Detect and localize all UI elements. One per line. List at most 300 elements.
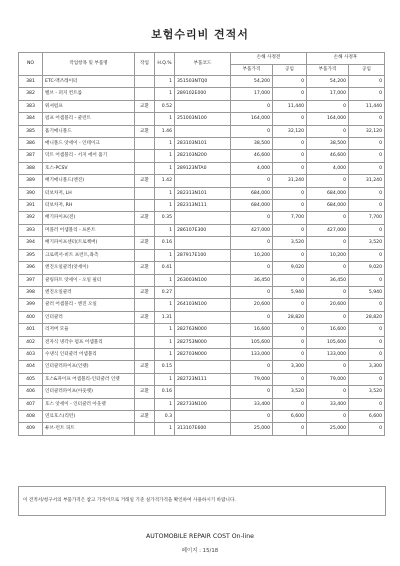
row-hq: 1 xyxy=(155,336,175,348)
row-item-name: 배기파이프센터(트로첵버) xyxy=(43,237,135,249)
page-number: 페이지 : 15/18 xyxy=(181,548,219,554)
row-work xyxy=(135,162,155,174)
row-item-name: 전자식 냉각수 펌프 어셈블리 xyxy=(43,336,135,348)
row-part-price-after: 684,000 xyxy=(307,187,349,199)
row-part-price-after: 105,600 xyxy=(307,336,349,348)
table-row xyxy=(19,286,385,298)
row-part-price-after: 0 xyxy=(307,237,349,249)
row-hq: 1.46 xyxy=(155,125,175,137)
row-part-price-after: 20,600 xyxy=(307,299,349,311)
row-part-price-before: 46,600 xyxy=(231,150,273,162)
row-part-code: 282703N000 xyxy=(175,348,231,360)
header-item: 작업항목 및 부품명 xyxy=(43,53,135,76)
row-part-code: 287917E100 xyxy=(175,249,231,261)
row-part-code xyxy=(175,100,231,112)
row-item-name: 터보차저, LH xyxy=(43,187,135,199)
row-part-price-before: 0 xyxy=(231,212,273,224)
row-item-name: 덕트 어셈블리 - 서지 에어 흡기 xyxy=(43,150,135,162)
row-part-price-before: 0 xyxy=(231,361,273,373)
row-labor-after: 0 xyxy=(349,138,385,150)
row-part-price-after: 33,400 xyxy=(307,398,349,410)
row-part-code: 283103N101 xyxy=(175,138,231,150)
row-no: 382 xyxy=(19,88,43,100)
row-part-price-before: 20,600 xyxy=(231,299,273,311)
row-hq: 1 xyxy=(155,113,175,125)
row-part-code: 286107E300 xyxy=(175,224,231,236)
row-part-price-before: 0 xyxy=(231,237,273,249)
row-labor-before: 0 xyxy=(273,348,307,360)
row-labor-before: 7,700 xyxy=(273,212,307,224)
table-row xyxy=(19,200,385,212)
table-row xyxy=(19,113,385,125)
row-item-name: 리저버 모듈 xyxy=(43,324,135,336)
row-part-code: 282733N100 xyxy=(175,398,231,410)
row-part-code: 251003N100 xyxy=(175,113,231,125)
row-part-price-before: 0 xyxy=(231,262,273,274)
row-part-price-after: 0 xyxy=(307,175,349,187)
row-no: 384 xyxy=(19,113,43,125)
row-labor-after: 0 xyxy=(349,224,385,236)
row-hq: 1 xyxy=(155,138,175,150)
row-work: 교환 xyxy=(135,311,155,323)
row-labor-after: 0 xyxy=(349,113,385,125)
row-part-code: 289102E000 xyxy=(175,88,231,100)
row-part-price-after: 38,500 xyxy=(307,138,349,150)
row-part-price-after: 133,000 xyxy=(307,348,349,360)
row-part-price-after: 0 xyxy=(307,386,349,398)
row-work xyxy=(135,423,155,435)
row-hq: 0.27 xyxy=(155,286,175,298)
row-labor-before: 0 xyxy=(273,187,307,199)
row-hq: 0.15 xyxy=(155,361,175,373)
row-labor-after: 0 xyxy=(349,249,385,261)
row-no: 381 xyxy=(19,76,43,88)
row-hq: 1 xyxy=(155,224,175,236)
row-hq: 1.42 xyxy=(155,175,175,187)
row-labor-before: 6,600 xyxy=(273,410,307,422)
row-part-code xyxy=(175,175,231,187)
row-labor-before: 0 xyxy=(273,162,307,174)
row-part-code: 289123NTA0 xyxy=(175,162,231,174)
row-part-code xyxy=(175,237,231,249)
row-part-price-before: 0 xyxy=(231,125,273,137)
row-part-price-before: 105,600 xyxy=(231,336,273,348)
row-part-price-after: 684,000 xyxy=(307,200,349,212)
row-no: 389 xyxy=(19,175,43,187)
row-part-price-after: 46,600 xyxy=(307,150,349,162)
disclaimer-note: 이 견적서/청구서의 부품가격은 참고 가격이므로 거래일 기준 실가격가격을 확인하여 사용하시기 바랍니다. xyxy=(18,486,386,516)
table-row xyxy=(19,423,385,435)
row-item-name: 흡기매니폴드 xyxy=(43,125,135,137)
row-no: 409 xyxy=(19,423,43,435)
header-no: NO xyxy=(19,53,43,76)
row-part-price-before: 33,400 xyxy=(231,398,273,410)
row-work: 교환 xyxy=(135,410,155,422)
row-item-name: 쿨링파트 앗세이 - 오일 필터 xyxy=(43,274,135,286)
row-labor-after: 6,600 xyxy=(349,410,385,422)
header-work: 작업 xyxy=(135,53,155,76)
table-row xyxy=(19,299,385,311)
row-work xyxy=(135,324,155,336)
row-hq: 1 xyxy=(155,162,175,174)
row-part-price-after: 36,450 xyxy=(307,274,349,286)
row-no: 404 xyxy=(19,361,43,373)
header-part-code: 부품코드 xyxy=(175,53,231,76)
row-labor-before: 0 xyxy=(273,299,307,311)
row-part-price-before: 0 xyxy=(231,311,273,323)
table-body xyxy=(19,76,385,436)
table-row xyxy=(19,100,385,112)
row-labor-before: 0 xyxy=(273,113,307,125)
row-item-name: 호스&파이프 어셈블리-인터쿨러 인렛 xyxy=(43,373,135,385)
row-labor-before: 0 xyxy=(273,224,307,236)
row-part-code: 282753N000 xyxy=(175,336,231,348)
row-part-price-before: 684,000 xyxy=(231,200,273,212)
row-labor-before: 0 xyxy=(273,88,307,100)
row-work xyxy=(135,348,155,360)
row-no: 385 xyxy=(19,125,43,137)
row-no: 406 xyxy=(19,386,43,398)
row-no: 396 xyxy=(19,262,43,274)
footer-brand: AUTOMOBILE REPAIR COST On-line xyxy=(146,533,254,540)
row-item-name: 호스-PCSV xyxy=(43,162,135,174)
row-hq: 0.41 xyxy=(155,262,175,274)
table-row xyxy=(19,274,385,286)
row-item-name: 머플러 어셈블리 - 프론트 xyxy=(43,224,135,236)
row-part-code: 264103N100 xyxy=(175,299,231,311)
row-item-name: 벨브 - 퍼지 컨트롤 xyxy=(43,88,135,100)
row-work xyxy=(135,249,155,261)
row-item-name: 크로펙서-비트 프런트,좌측 xyxy=(43,249,135,261)
row-part-code xyxy=(175,386,231,398)
row-labor-after: 0 xyxy=(349,274,385,286)
row-hq: 1.31 xyxy=(155,311,175,323)
row-work: 교환 xyxy=(135,361,155,373)
row-labor-before: 0 xyxy=(273,200,307,212)
row-part-price-before: 133,000 xyxy=(231,348,273,360)
row-labor-before: 32,120 xyxy=(273,125,307,137)
row-part-code: 313107E600 xyxy=(175,423,231,435)
row-hq: 1 xyxy=(155,348,175,360)
row-hq: 1 xyxy=(155,299,175,311)
row-part-code xyxy=(175,212,231,224)
row-labor-after: 0 xyxy=(349,348,385,360)
row-item-name: 엔진오일쿨러(앗세이) xyxy=(43,262,135,274)
row-work xyxy=(135,274,155,286)
row-work: 교환 xyxy=(135,212,155,224)
table-row xyxy=(19,88,385,100)
row-part-price-before: 36,450 xyxy=(231,274,273,286)
row-labor-before: 0 xyxy=(273,336,307,348)
row-no: 407 xyxy=(19,398,43,410)
row-hq: 1 xyxy=(155,423,175,435)
row-hq: 1 xyxy=(155,373,175,385)
row-no: 383 xyxy=(19,100,43,112)
row-part-code xyxy=(175,262,231,274)
row-labor-after: 0 xyxy=(349,373,385,385)
row-labor-after: 0 xyxy=(349,162,385,174)
estimate-table xyxy=(18,52,385,436)
row-labor-before: 0 xyxy=(273,324,307,336)
header-before-assessment: 손해 사정전 xyxy=(231,53,307,65)
row-no: 400 xyxy=(19,311,43,323)
row-labor-after: 9,020 xyxy=(349,262,385,274)
table-row xyxy=(19,76,385,88)
row-part-code xyxy=(175,361,231,373)
row-hq: 0.16 xyxy=(155,237,175,249)
row-hq: 1 xyxy=(155,398,175,410)
row-labor-before: 0 xyxy=(273,274,307,286)
row-part-price-after: 0 xyxy=(307,311,349,323)
row-labor-after: 0 xyxy=(349,150,385,162)
row-labor-before: 28,820 xyxy=(273,311,307,323)
row-item-name: 워셔펌프 xyxy=(43,100,135,112)
row-part-code: 282723N111 xyxy=(175,373,231,385)
row-part-price-after: 25,000 xyxy=(307,423,349,435)
row-work xyxy=(135,138,155,150)
table-row xyxy=(19,224,385,236)
table-row xyxy=(19,138,385,150)
row-part-price-before: 427,000 xyxy=(231,224,273,236)
table-row xyxy=(19,336,385,348)
row-item-name: 매니폴드 앗세이 - 인테이크 xyxy=(43,138,135,150)
row-part-price-before: 684,000 xyxy=(231,187,273,199)
row-hq: 1 xyxy=(155,200,175,212)
row-hq: 1 xyxy=(155,88,175,100)
row-no: 386 xyxy=(19,138,43,150)
row-no: 393 xyxy=(19,224,43,236)
row-part-price-before: 0 xyxy=(231,175,273,187)
row-labor-after: 0 xyxy=(349,76,385,88)
row-labor-after: 0 xyxy=(349,88,385,100)
row-item-name: 인터쿨러파이프(아웃렛) xyxy=(43,386,135,398)
row-no: 390 xyxy=(19,187,43,199)
row-labor-before: 0 xyxy=(273,373,307,385)
row-labor-before: 11,440 xyxy=(273,100,307,112)
table-row xyxy=(19,237,385,249)
row-labor-after: 31,240 xyxy=(349,175,385,187)
row-part-price-after: 0 xyxy=(307,262,349,274)
row-work: 교환 xyxy=(135,286,155,298)
row-part-price-before: 25,000 xyxy=(231,423,273,435)
row-item-name: 인터쿨러파이프(인렛) xyxy=(43,361,135,373)
row-no: 397 xyxy=(19,274,43,286)
row-item-name: 펌프 어셈블리 - 쿨런트 xyxy=(43,113,135,125)
row-hq: 1 xyxy=(155,249,175,261)
row-part-price-before: 16,600 xyxy=(231,324,273,336)
row-work xyxy=(135,76,155,88)
header-part-price-after: 부품가격 xyxy=(307,64,349,76)
row-part-price-before: 10,200 xyxy=(231,249,273,261)
row-item-name: 엔진오일쿨러 xyxy=(43,286,135,298)
row-part-price-after: 16,600 xyxy=(307,324,349,336)
row-part-price-before: 38,500 xyxy=(231,138,273,150)
row-labor-before: 0 xyxy=(273,249,307,261)
row-part-code: 282103N200 xyxy=(175,150,231,162)
row-hq: 0.52 xyxy=(155,100,175,112)
row-part-code: 282763N000 xyxy=(175,324,231,336)
row-item-name: 인터쿨러 xyxy=(43,311,135,323)
row-part-price-before: 0 xyxy=(231,286,273,298)
row-item-name: 쿨러 어셈블리 - 엔진 오일 xyxy=(43,299,135,311)
row-item-name: 연료호스(리턴) xyxy=(43,410,135,422)
table-row xyxy=(19,398,385,410)
row-work: 교환 xyxy=(135,237,155,249)
row-part-price-before: 17,000 xyxy=(231,88,273,100)
row-part-price-before: 164,000 xyxy=(231,113,273,125)
row-work: 교환 xyxy=(135,125,155,137)
row-part-price-after: 0 xyxy=(307,100,349,112)
row-hq: 0.3 xyxy=(155,410,175,422)
row-labor-after: 3,300 xyxy=(349,361,385,373)
row-part-price-after: 427,000 xyxy=(307,224,349,236)
row-hq: 0.16 xyxy=(155,386,175,398)
table-row xyxy=(19,175,385,187)
row-no: 387 xyxy=(19,150,43,162)
row-part-price-before: 54,200 xyxy=(231,76,273,88)
row-labor-after: 28,820 xyxy=(349,311,385,323)
row-work xyxy=(135,113,155,125)
row-labor-after: 32,120 xyxy=(349,125,385,137)
row-no: 405 xyxy=(19,373,43,385)
row-labor-before: 0 xyxy=(273,398,307,410)
table-row xyxy=(19,386,385,398)
row-part-code: 282313N101 xyxy=(175,187,231,199)
row-part-price-after: 79,000 xyxy=(307,373,349,385)
row-no: 388 xyxy=(19,162,43,174)
row-labor-after: 11,440 xyxy=(349,100,385,112)
row-labor-after: 0 xyxy=(349,423,385,435)
row-labor-before: 3,300 xyxy=(273,361,307,373)
table-row xyxy=(19,212,385,224)
row-part-price-before: 0 xyxy=(231,386,273,398)
table-row xyxy=(19,187,385,199)
row-part-price-before: 0 xyxy=(231,410,273,422)
row-work xyxy=(135,336,155,348)
header-after-assessment: 손해 사정후 xyxy=(307,53,385,65)
row-hq: 1 xyxy=(155,150,175,162)
row-part-price-after: 0 xyxy=(307,125,349,137)
table-row xyxy=(19,125,385,137)
row-labor-before: 5,940 xyxy=(273,286,307,298)
table-row xyxy=(19,410,385,422)
row-part-code xyxy=(175,125,231,137)
header-labor-before: 공임 xyxy=(273,64,307,76)
row-part-price-after: 0 xyxy=(307,212,349,224)
row-part-price-after: 54,200 xyxy=(307,76,349,88)
table-row xyxy=(19,348,385,360)
row-work xyxy=(135,187,155,199)
row-part-price-after: 10,200 xyxy=(307,249,349,261)
row-labor-after: 0 xyxy=(349,324,385,336)
row-no: 398 xyxy=(19,286,43,298)
row-part-price-after: 0 xyxy=(307,286,349,298)
row-labor-before: 9,020 xyxy=(273,262,307,274)
row-part-price-before: 79,000 xyxy=(231,373,273,385)
row-work: 교환 xyxy=(135,175,155,187)
row-no: 402 xyxy=(19,336,43,348)
table-row xyxy=(19,162,385,174)
table-row xyxy=(19,249,385,261)
row-no: 408 xyxy=(19,410,43,422)
row-no: 403 xyxy=(19,348,43,360)
row-labor-before: 3,520 xyxy=(273,237,307,249)
row-part-price-after: 0 xyxy=(307,410,349,422)
header-labor-after: 공임 xyxy=(349,64,385,76)
row-work xyxy=(135,373,155,385)
row-item-name: 배기매니폴드(엔진) xyxy=(43,175,135,187)
row-part-price-after: 17,000 xyxy=(307,88,349,100)
row-labor-before: 0 xyxy=(273,423,307,435)
row-item-name: 배기파이프(전) xyxy=(43,212,135,224)
row-hq: 0.35 xyxy=(155,212,175,224)
row-work: 교환 xyxy=(135,100,155,112)
row-work xyxy=(135,88,155,100)
row-labor-before: 0 xyxy=(273,150,307,162)
table-row xyxy=(19,361,385,373)
row-work xyxy=(135,299,155,311)
header-part-price-before: 부품가격 xyxy=(231,64,273,76)
row-labor-before: 0 xyxy=(273,138,307,150)
row-part-price-before: 0 xyxy=(231,100,273,112)
row-labor-before: 3,520 xyxy=(273,386,307,398)
row-no: 394 xyxy=(19,237,43,249)
table-row xyxy=(19,262,385,274)
row-labor-after: 0 xyxy=(349,398,385,410)
row-labor-after: 0 xyxy=(349,299,385,311)
row-part-code xyxy=(175,286,231,298)
row-part-code: 282313N111 xyxy=(175,200,231,212)
row-hq: 1 xyxy=(155,274,175,286)
table-row xyxy=(19,373,385,385)
row-no: 395 xyxy=(19,249,43,261)
row-item-name: 튜브-런트 피트 xyxy=(43,423,135,435)
table-row xyxy=(19,311,385,323)
row-labor-after: 0 xyxy=(349,200,385,212)
row-part-price-after: 4,000 xyxy=(307,162,349,174)
row-no: 391 xyxy=(19,200,43,212)
row-item-name: 수냉식 인터쿨러 어셈블리 xyxy=(43,348,135,360)
row-labor-after: 3,520 xyxy=(349,386,385,398)
row-labor-after: 3,520 xyxy=(349,237,385,249)
document-title: 보험수리비 견적서 xyxy=(151,28,249,41)
row-labor-after: 0 xyxy=(349,336,385,348)
row-no: 401 xyxy=(19,324,43,336)
row-labor-before: 0 xyxy=(273,76,307,88)
row-part-code: 351503NTQ0 xyxy=(175,76,231,88)
row-part-code xyxy=(175,311,231,323)
row-labor-after: 0 xyxy=(349,187,385,199)
row-work xyxy=(135,224,155,236)
header-hq: H.Q.% xyxy=(155,53,175,76)
row-work xyxy=(135,398,155,410)
row-labor-after: 5,940 xyxy=(349,286,385,298)
row-item-name: 호스 앗세이 - 인터쿨러 아웃렛 xyxy=(43,398,135,410)
row-hq: 1 xyxy=(155,187,175,199)
row-work: 교환 xyxy=(135,386,155,398)
row-work: 교환 xyxy=(135,262,155,274)
row-labor-after: 7,700 xyxy=(349,212,385,224)
row-labor-before: 31,240 xyxy=(273,175,307,187)
row-work xyxy=(135,200,155,212)
row-item-name: ETC-맥즈레이터 xyxy=(43,76,135,88)
row-part-code: 263003N100 xyxy=(175,274,231,286)
row-hq: 1 xyxy=(155,324,175,336)
row-hq: 1 xyxy=(155,76,175,88)
table-row xyxy=(19,150,385,162)
row-part-code xyxy=(175,410,231,422)
row-no: 399 xyxy=(19,299,43,311)
